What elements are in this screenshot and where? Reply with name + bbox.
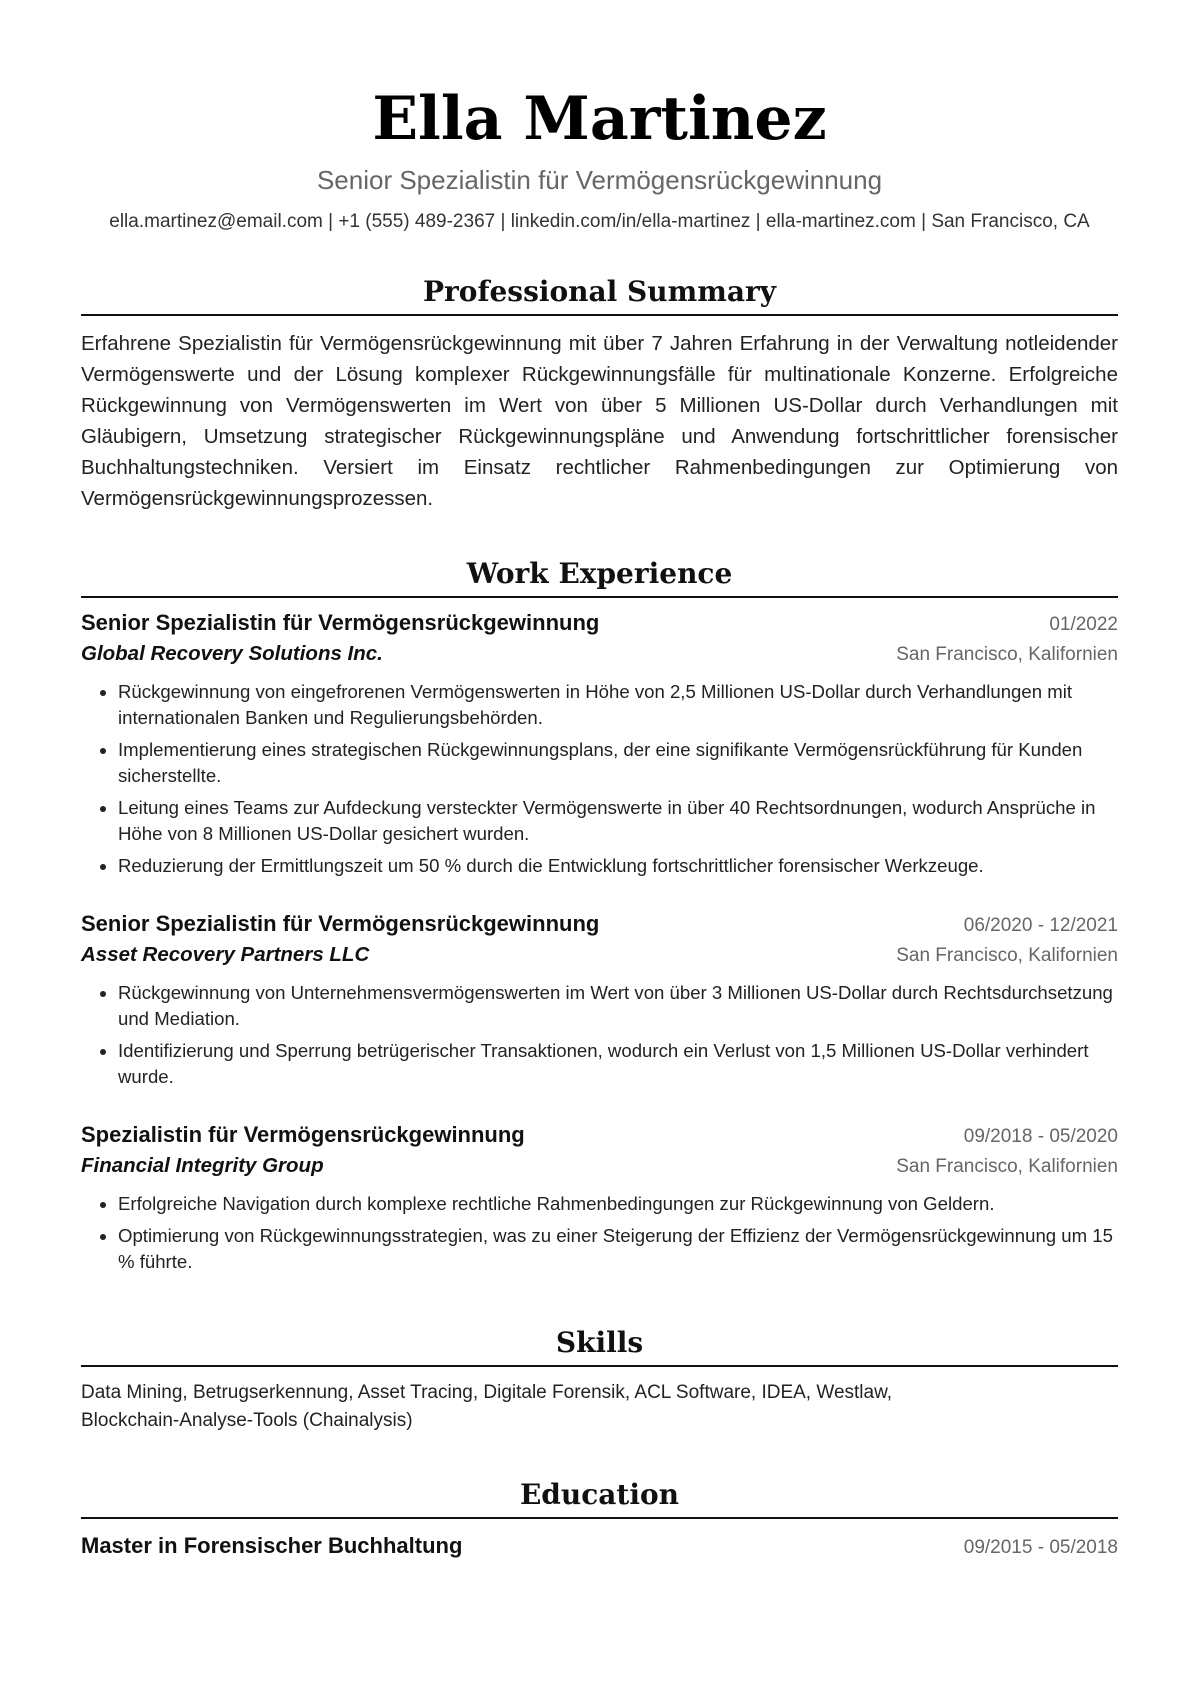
company-name: Global Recovery Solutions Inc. [81,642,383,665]
experience-heading: Work Experience [81,556,1118,598]
job-title: Spezialistin für Vermögensrückgewinnung [81,1122,525,1147]
degree-title: Master in Forensischer Buchhaltung [81,1533,463,1558]
summary-heading: Professional Summary [81,274,1118,316]
job-entry [81,608,1118,879]
job-bullets [81,1191,1118,1275]
summary-text: Erfahrene Spezialistin für Vermögensrückgewinnung mit über 7 Jahren Erfahrung in der Verwaltung notleidender Vermögenswerte und der Lösung komplexer Rückgewinnungsfälle für multinationale Konzerne. Erfolgreiche Rückgewinnung von Vermögenswerten im Wert von über 5 Millionen US-Dollar durch Verhandlungen mit Gläubigern, Umsetzung strategischer Rückgewinnungspläne und Anwendung fortschrittlicher forensischer Buchhaltungstechniken. Versiert im Einsatz rechtlicher Rahmenbedingungen zur Optimierung von Vermögensrückgewinnungsprozessen. [81,332,1118,510]
job-title: Senior Spezialistin für Vermögensrückgewinnung [81,610,600,635]
candidate-name: Ella Martinez [372,84,827,154]
contact-line: ella.martinez@email.com | +1 (555) 489-2367 | linkedin.com/in/ella-martinez | ella-martinez.com | San Francisco, CA [109,211,1090,232]
bullet-item: • Reduzierung der Ermittlungszeit um 50 % durch die Entwicklung fortschrittlicher forensischer Werkzeuge. [118,853,1118,879]
job-bullets [81,679,1118,879]
job-entry [81,909,1118,1090]
job-entry [81,1120,1118,1275]
summary-section [81,274,1118,514]
education-heading: Education [81,1477,1118,1519]
skills-section [81,1325,1118,1435]
bullet-item: • Optimierung von Rückgewinnungsstrategien, was zu einer Steigerung der Effizienz der Vermögensrückgewinnung um 15 % führte. [118,1223,1118,1275]
bullet-item: • Leitung eines Teams zur Aufdeckung versteckter Vermögenswerte in über 40 Rechtsordnungen, wodurch Ansprüche in Höhe von 8 Millionen US-Dollar gesichert wurden. [118,795,1118,847]
job-date: 09/2018 - 05/2020 [963,1126,1118,1147]
resume-page [81,0,1118,1563]
job-location: San Francisco, Kalifornien [896,945,1118,966]
bullet-item: • Rückgewinnung von Unternehmensvermögenswerten im Wert von über 3 Millionen US-Dollar durch Rechtsdurchsetzung und Mediation. [118,980,1118,1032]
job-date: 06/2020 - 12/2021 [963,915,1118,936]
experience-section [81,556,1118,1275]
company-name: Financial Integrity Group [81,1154,324,1177]
skills-text: Data Mining, Betrugserkennung, Asset Tracing, Digitale Forensik, ACL Software, IDEA, Westlaw, Blockchain-Analyse-Tools (Chainalysis) [81,1382,893,1431]
bullet-item: • Identifizierung und Sperrung betrügerischer Transaktionen, wodurch ein Verlust von 1,5 Millionen US-Dollar verhindert wurde. [118,1038,1118,1090]
bullet-item: • Rückgewinnung von eingefrorenen Vermögenswerten in Höhe von 2,5 Millionen US-Dollar durch Verhandlungen mit internationalen Banken und Regulierungsbehörden. [118,679,1118,731]
job-location: San Francisco, Kalifornien [896,1156,1118,1177]
company-name: Asset Recovery Partners LLC [81,943,370,966]
skills-heading: Skills [81,1325,1118,1367]
job-location: San Francisco, Kalifornien [896,644,1118,665]
job-title: Senior Spezialistin für Vermögensrückgewinnung [81,911,600,936]
job-date: 01/2022 [1049,614,1118,635]
bullet-item: • Implementierung eines strategischen Rückgewinnungsplans, der eine signifikante Vermögensrückführung für Kunden sicherstellte. [118,737,1118,789]
degree-date: 09/2015 - 05/2018 [963,1537,1118,1558]
bullet-item: • Erfolgreiche Navigation durch komplexe rechtliche Rahmenbedingungen zur Rückgewinnung von Geldern. [118,1191,1118,1217]
candidate-title: Senior Spezialistin für Vermögensrückgewinnung [316,165,883,195]
job-bullets [81,980,1118,1090]
education-section [81,1477,1118,1563]
